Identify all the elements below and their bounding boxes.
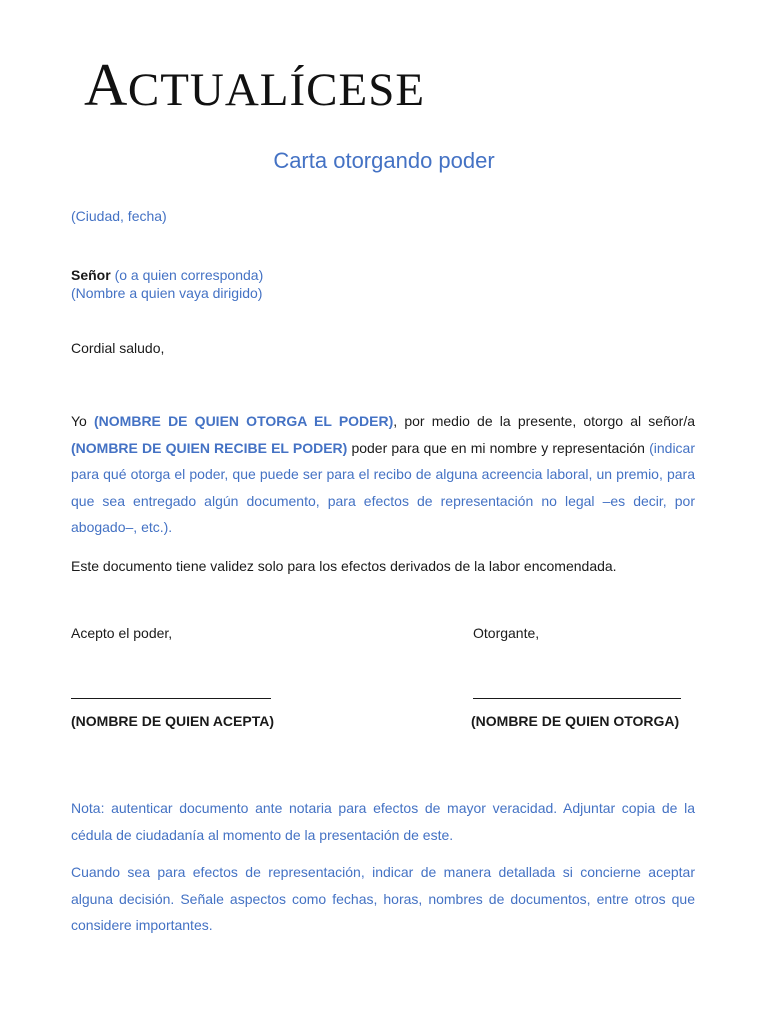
body-paragraph-2: Este documento tiene validez solo para los efectos derivados de la labor encomendada. [71,558,617,574]
place-date: (Ciudad, fecha) [71,208,167,224]
addressee-label: Señor [71,267,111,283]
accept-label: Acepto el poder, [71,625,173,641]
grantee-placeholder: (NOMBRE DE QUIEN RECIBE EL PODER) [71,439,348,456]
greeting: Cordial saludo, [71,340,165,356]
addressee-name: (Nombre a quien vaya dirigido) [71,285,263,301]
grantor-placeholder: (NOMBRE DE QUIEN OTORGA EL PODER) [94,413,394,429]
p1-after: poder para que en mi nombre y representación [347,439,650,456]
addressee-line [71,266,263,284]
p1-mid: , por medio de la presente, otorgo al señor/a [393,413,695,429]
document-title: Carta otorgando poder [273,148,495,173]
logo-initial: A [84,52,128,118]
accept-signature-line [71,698,271,699]
brand-logo [84,50,425,125]
grantor-signature-line [473,698,681,699]
addressee-note: (o a quien corresponda) [110,267,264,283]
body-paragraph-1 [71,408,695,541]
grantor-label: Otorgante, [473,625,540,641]
note-paragraph-2: Cuando sea para efectos de representación, indicar de manera detallada si concierne aceptar alguna decisión. Señale aspectos como fechas, horas, nombres de documentos, entre otros que considere importantes. [71,864,695,933]
purpose-placeholder: (indicar para qué otorga el poder, que puede ser para el recibo de alguna acreencia laboral, un premio, para que sea entregado algún documento, para efectos de representación no legal –es decir, por abogado–, etc.). [71,439,695,535]
grantor-name: (NOMBRE DE QUIEN OTORGA) [471,713,680,729]
logo-rest: CTUALÍCESE [127,64,426,116]
p1-yo: Yo [71,413,95,429]
note-paragraph-1: Nota: autenticar documento ante notaria para efectos de mayor veracidad. Adjuntar copia de la cédula de ciudadanía al momento de la presentación de este. [71,800,695,843]
accept-name: (NOMBRE DE QUIEN ACEPTA) [71,713,274,729]
